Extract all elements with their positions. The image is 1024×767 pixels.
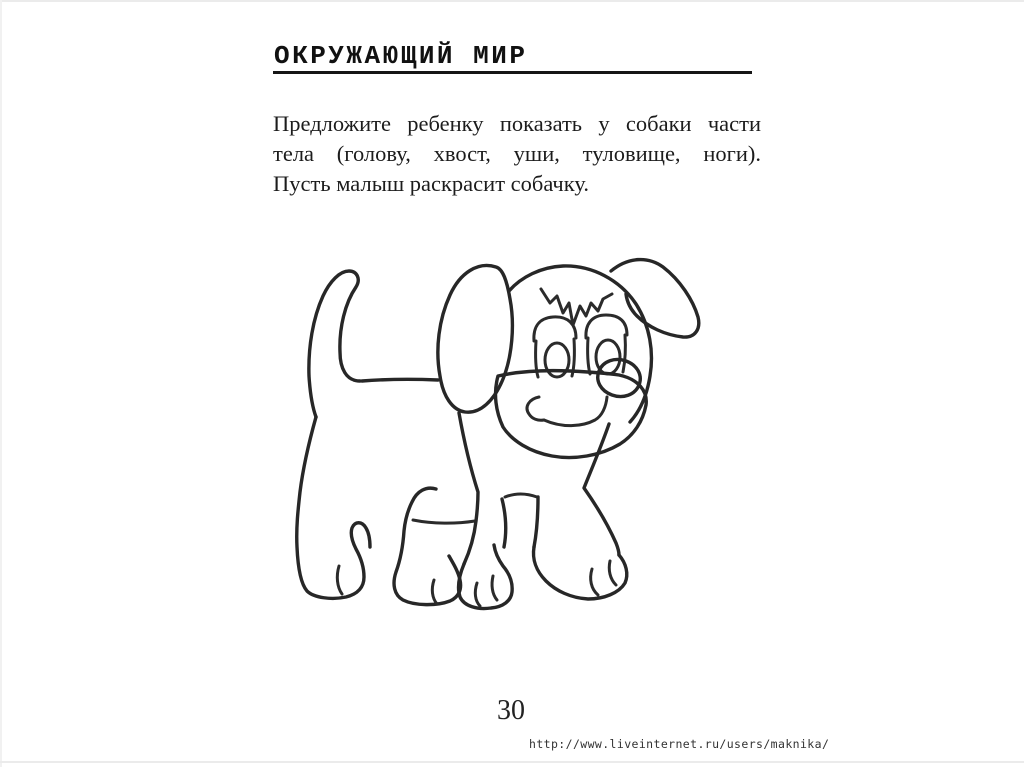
title-underline-rule (273, 71, 752, 74)
instructions-line-3: Пусть малыш раскрасит собачку. (273, 171, 589, 196)
dog-forehead-fur (541, 289, 612, 325)
instructions-line-2: тела (голову, хвост, уши, туловище, ноги). (273, 141, 761, 166)
dog-outline-svg (288, 236, 712, 620)
scan-edge-left (0, 0, 2, 767)
dog-left-eye (534, 317, 576, 377)
dog-coloring-illustration (288, 236, 712, 620)
dog-left-ear (438, 265, 513, 412)
dog-tail (309, 271, 360, 417)
dog-front-right-leg (534, 424, 627, 599)
page-title: ОКРУЖАЮЩИЙ МИР (274, 41, 528, 71)
source-url-text: http://www.liveinternet.ru/users/maknika/ (529, 737, 830, 751)
dog-rear-right-leg (394, 488, 475, 604)
instructions-paragraph (273, 109, 761, 199)
dog-right-eye (586, 315, 627, 374)
scan-edge-bottom (0, 761, 1024, 763)
dog-back (362, 379, 438, 381)
dog-muzzle (496, 371, 647, 458)
dog-mouth (527, 397, 607, 426)
dog-head (509, 266, 651, 422)
page-number: 30 (497, 695, 525, 726)
instructions-line-1: Предложите ребенку показать у собаки части (273, 111, 761, 136)
dog-rear-left-leg (297, 417, 370, 598)
dog-body-side (459, 413, 537, 564)
scan-edge-top (0, 0, 1024, 2)
